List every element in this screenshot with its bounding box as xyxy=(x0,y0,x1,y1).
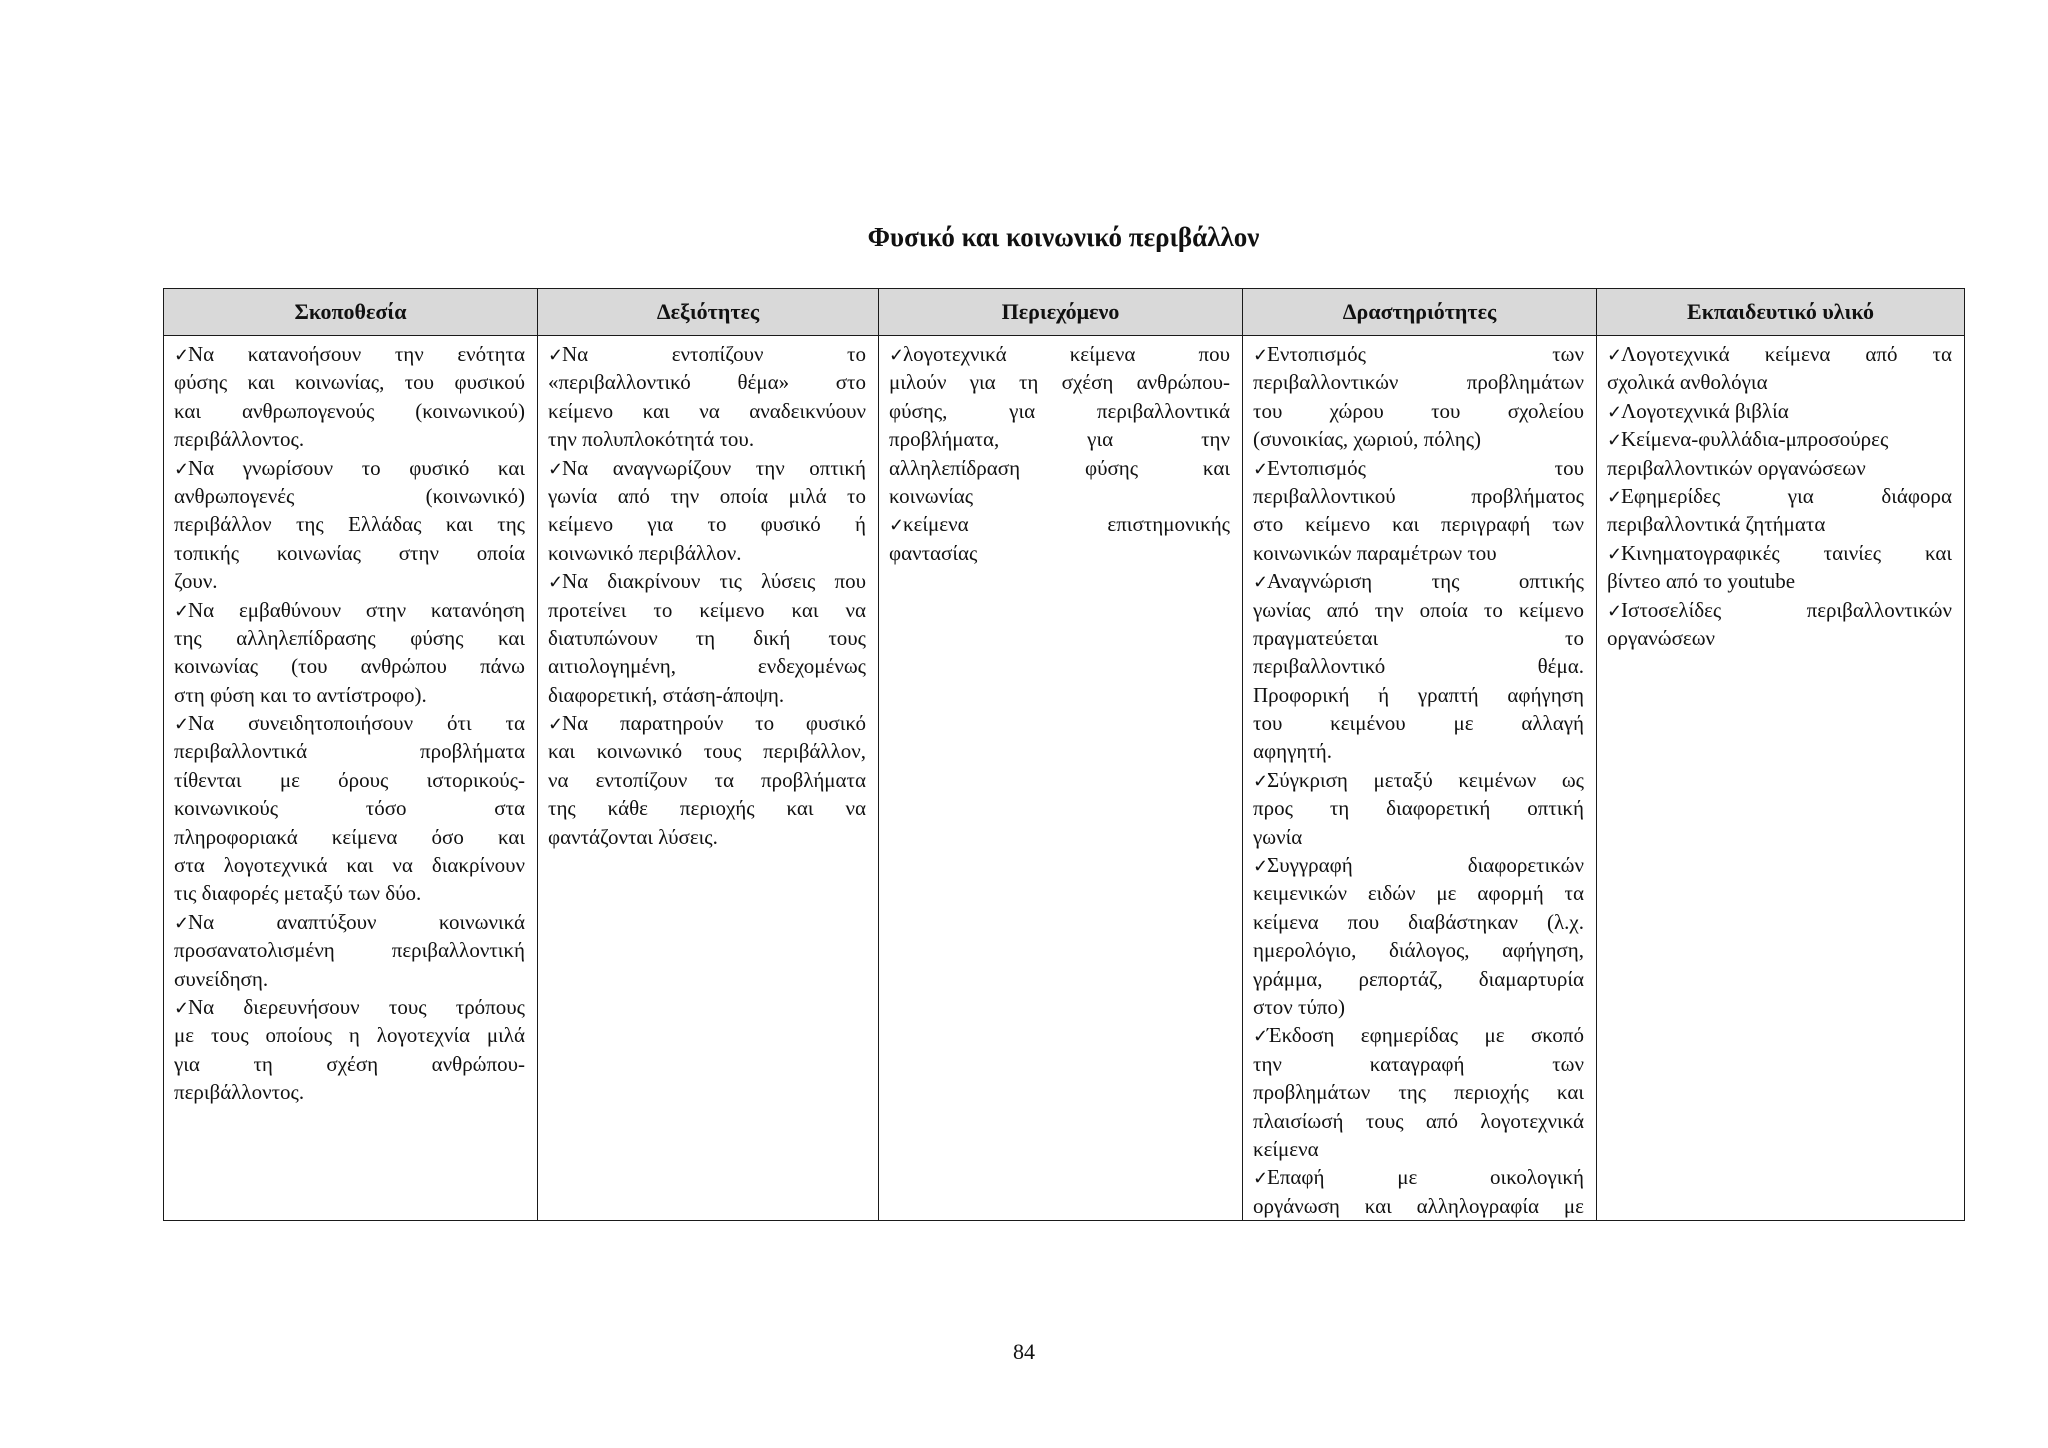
line-text: γωνία από την οποία μιλά το xyxy=(548,483,866,508)
checkmark-icon: ✓ xyxy=(889,515,905,536)
cell-content xyxy=(879,336,1243,1221)
checkmark-icon: ✓ xyxy=(1253,572,1269,593)
line-text: περιβάλλον της Ελλάδας και της xyxy=(174,512,525,537)
text-line xyxy=(548,425,866,453)
bullet-line xyxy=(174,709,525,737)
text-line xyxy=(1607,368,1952,396)
header-goals: Σκοποθεσία xyxy=(164,289,538,336)
line-text: στα λογοτεχνικά και να διακρίνουν xyxy=(174,853,525,878)
text-line xyxy=(548,652,866,680)
line-text: Επαφή με οικολογική xyxy=(1267,1165,1584,1190)
text-line xyxy=(548,482,866,510)
text-line xyxy=(1253,652,1584,680)
line-text: και ανθρωπογενούς (κοινωνικού) xyxy=(174,398,525,423)
text-line xyxy=(1253,596,1584,624)
bullet-line xyxy=(1253,851,1584,879)
line-text: διατυπώνουν τη δική τους xyxy=(548,625,866,650)
checkmark-icon: ✓ xyxy=(174,458,190,479)
line-text: Να συνειδητοποιήσουν ότι τα xyxy=(188,711,525,736)
header-materials: Εκπαιδευτικό υλικό xyxy=(1597,289,1965,336)
text-line xyxy=(1253,936,1584,964)
text-line xyxy=(174,965,525,993)
text-line xyxy=(1607,510,1952,538)
text-line xyxy=(1253,1078,1584,1106)
header-content: Περιεχόμενο xyxy=(879,289,1243,336)
line-text: ημερολόγιο, διάλογος, αφήγηση, xyxy=(1253,938,1584,963)
line-text: Να παρατηρούν το φυσικό xyxy=(562,711,866,736)
line-text: μιλούν για τη σχέση ανθρώπου- xyxy=(889,370,1230,395)
text-line xyxy=(174,624,525,652)
text-line xyxy=(174,851,525,879)
checkmark-icon: ✓ xyxy=(1607,486,1623,507)
line-text: Σύγκριση μεταξύ κειμένων ως xyxy=(1267,767,1584,792)
bullet-line xyxy=(548,709,866,737)
line-text: προβλήματα, για την xyxy=(889,427,1230,452)
checkmark-icon: ✓ xyxy=(1607,345,1623,365)
text-line xyxy=(1253,368,1584,396)
header-skills: Δεξιότητες xyxy=(538,289,879,336)
line-text: ανθρωπογενές (κοινωνικό) xyxy=(174,483,525,508)
text-line xyxy=(548,624,866,652)
line-text: να εντοπίζουν τα προβλήματα xyxy=(548,767,866,792)
line-text: περιβάλλοντος. xyxy=(174,427,305,452)
line-text: «περιβαλλοντικό θέμα» στο xyxy=(548,370,866,395)
line-text: Λογοτεχνικά κείμενα από τα xyxy=(1621,342,1952,366)
checkmark-icon: ✓ xyxy=(174,912,190,933)
line-text: τίθενται με όρους ιστορικούς- xyxy=(174,767,525,792)
line-text: κοινωνικό περιβάλλον. xyxy=(548,540,742,565)
line-text: γωνίας από την οποία το κείμενο xyxy=(1253,597,1584,622)
text-line xyxy=(889,539,1230,567)
text-line xyxy=(174,879,525,907)
checkmark-icon: ✓ xyxy=(1253,1026,1269,1047)
line-text: γράμμα, ρεπορτάζ, διαμαρτυρία xyxy=(1253,966,1584,991)
line-text: στον τύπο) xyxy=(1253,994,1345,1019)
line-text: κοινωνικούς τόσο στα xyxy=(174,796,525,821)
text-line xyxy=(548,681,866,709)
text-line xyxy=(1607,454,1952,482)
line-text: κοινωνίας (του ανθρώπου πάνω xyxy=(174,654,525,679)
text-line xyxy=(174,681,525,709)
line-text: οργάνωση και αλληλογραφία με xyxy=(1253,1193,1584,1218)
bullet-line xyxy=(1607,397,1952,425)
line-text: Να γνωρίσουν το φυσικό και xyxy=(188,455,525,480)
text-line xyxy=(174,397,525,425)
line-text: φύσης και κοινωνίας, του φυσικού xyxy=(174,370,525,395)
line-text: οργανώσεων xyxy=(1607,625,1716,650)
line-text: φύσης, για περιβαλλοντικά xyxy=(889,398,1230,423)
line-text: (συνοικίας, χωριού, πόλης) xyxy=(1253,427,1482,452)
line-text: αλληλεπίδραση φύσης και xyxy=(889,455,1230,480)
text-line xyxy=(1253,1192,1584,1220)
text-line xyxy=(1253,709,1584,737)
cell-goals xyxy=(164,336,538,1221)
body-row xyxy=(164,336,1965,1221)
text-line xyxy=(174,1050,525,1078)
text-line xyxy=(1607,567,1952,595)
text-line xyxy=(548,510,866,538)
text-line xyxy=(889,454,1230,482)
text-line xyxy=(1253,397,1584,425)
line-text: περιβαλλοντικών προβλημάτων xyxy=(1253,370,1584,395)
line-text: τοπικής κοινωνίας στην οποία xyxy=(174,540,525,565)
page-number: 84 xyxy=(1013,1339,1035,1364)
checkmark-icon: ✓ xyxy=(1607,430,1623,451)
line-text: σχολικά ανθολόγια xyxy=(1607,370,1768,395)
text-line xyxy=(548,596,866,624)
checkmark-icon: ✓ xyxy=(889,345,905,365)
line-text: κοινωνικών παραμέτρων του xyxy=(1253,540,1497,565)
text-line xyxy=(1253,425,1584,453)
text-line xyxy=(1253,1135,1584,1163)
line-text: Να αναπτύξουν κοινωνικά xyxy=(188,909,525,934)
text-line xyxy=(1253,965,1584,993)
text-line xyxy=(1253,1050,1584,1078)
checkmark-icon: ✓ xyxy=(1607,401,1623,422)
text-line xyxy=(1253,482,1584,510)
bullet-line xyxy=(174,596,525,624)
line-text: προτείνει το κείμενο και να xyxy=(548,597,866,622)
bullet-line xyxy=(1253,454,1584,482)
text-line xyxy=(1253,908,1584,936)
text-line xyxy=(548,397,866,425)
line-text: συνείδηση. xyxy=(174,966,269,991)
line-text: της κάθε περιοχής και να xyxy=(548,796,866,821)
line-text: της αλληλεπίδρασης φύσης και xyxy=(174,625,525,650)
checkmark-icon: ✓ xyxy=(1253,1168,1269,1189)
bullet-line xyxy=(1607,340,1952,368)
line-text: περιβαλλοντικά ζητήματα xyxy=(1607,512,1826,537)
bullet-line xyxy=(174,340,525,368)
text-line xyxy=(548,766,866,794)
line-text: για τη σχέση ανθρώπου- xyxy=(174,1051,525,1076)
text-line xyxy=(174,823,525,851)
line-text: Λογοτεχνικά βιβλία xyxy=(1621,398,1789,423)
text-line xyxy=(174,482,525,510)
text-line xyxy=(889,482,1230,510)
line-text: ζουν. xyxy=(174,569,218,594)
bullet-line xyxy=(1607,596,1952,624)
bullet-line xyxy=(548,454,866,482)
text-line xyxy=(174,510,525,538)
line-text: προς τη διαφορετική οπτική xyxy=(1253,796,1584,821)
text-line xyxy=(1253,823,1584,851)
line-text: κείμενο και να αναδεικνύουν xyxy=(548,398,866,423)
header-row xyxy=(164,289,1965,336)
bullet-line xyxy=(1607,425,1952,453)
text-line xyxy=(174,1078,525,1106)
checkmark-icon: ✓ xyxy=(1253,345,1269,365)
line-text: Προφορική ή γραπτή αφήγηση xyxy=(1253,682,1584,707)
bullet-line xyxy=(548,340,866,368)
checkmark-icon: ✓ xyxy=(174,345,190,365)
line-text: τις διαφορές μεταξύ των δύο. xyxy=(174,881,422,906)
line-text: Εντοπισμός των xyxy=(1267,342,1584,366)
line-text: κείμενα επιστημονικής xyxy=(903,512,1230,537)
line-text: φαντάζονται λύσεις. xyxy=(548,824,718,849)
document-title: Φυσικό και κοινωνικό περιβάλλον xyxy=(867,222,1260,252)
text-line xyxy=(174,766,525,794)
bullet-line xyxy=(1607,539,1952,567)
line-text: προβλημάτων της περιοχής και xyxy=(1253,1080,1584,1105)
line-text: Εφημερίδες για διάφορα xyxy=(1621,483,1952,508)
line-text: βίντεο από το youtube xyxy=(1607,569,1796,594)
bullet-line xyxy=(1253,567,1584,595)
line-text: περιβάλλοντος. xyxy=(174,1080,305,1105)
line-text: Έκδοση εφημερίδας με σκοπό xyxy=(1267,1023,1584,1048)
text-line xyxy=(1253,510,1584,538)
checkmark-icon: ✓ xyxy=(1253,856,1269,877)
text-line xyxy=(174,652,525,680)
line-text: κείμενα xyxy=(1253,1136,1319,1161)
line-text: Να κατανοήσουν την ενότητα xyxy=(188,342,525,366)
text-line xyxy=(174,794,525,822)
text-line xyxy=(1253,539,1584,567)
line-text: Να διερευνήσουν τους τρόπους xyxy=(188,994,525,1019)
line-text: διαφορετική, στάση-άποψη. xyxy=(548,682,785,707)
line-text: Να εμβαθύνουν στην κατανόηση xyxy=(188,597,525,622)
text-line xyxy=(174,567,525,595)
text-line xyxy=(174,936,525,964)
text-line xyxy=(174,539,525,567)
line-text: του κειμένου με αλλαγή xyxy=(1253,711,1584,736)
line-text: κείμενα που διαβάστηκαν (λ.χ. xyxy=(1253,909,1584,934)
cell-skills xyxy=(538,336,879,1221)
header-activities: Δραστηριότητες xyxy=(1243,289,1597,336)
checkmark-icon: ✓ xyxy=(174,997,190,1018)
line-text: του χώρου του σχολείου xyxy=(1253,398,1584,423)
text-line xyxy=(1253,993,1584,1021)
bullet-line xyxy=(1607,482,1952,510)
checkmark-icon: ✓ xyxy=(1253,770,1269,791)
line-text: Κινηματογραφικές ταινίες και xyxy=(1621,540,1952,565)
line-text: αφηγητή. xyxy=(1253,739,1333,764)
line-text: την πολυπλοκότητά του. xyxy=(548,427,755,452)
bullet-line xyxy=(548,567,866,595)
checkmark-icon: ✓ xyxy=(1253,458,1269,479)
line-text: κειμενικών ειδών με αφορμή τα xyxy=(1253,881,1584,906)
bullet-line xyxy=(1253,766,1584,794)
checkmark-icon: ✓ xyxy=(1607,543,1623,564)
cell-activities xyxy=(1243,336,1597,1221)
line-text: Να αναγνωρίζουν την οπτική xyxy=(562,455,866,480)
line-text: πληροφοριακά κείμενα όσο και xyxy=(174,824,525,849)
bullet-line xyxy=(174,454,525,482)
line-text: και κοινωνικό τους περιβάλλον, xyxy=(548,739,866,764)
line-text: την καταγραφή των xyxy=(1253,1051,1584,1076)
line-text: με τους οποίους η λογοτεχνία μιλά xyxy=(174,1023,525,1048)
checkmark-icon: ✓ xyxy=(1607,600,1623,621)
text-line xyxy=(889,425,1230,453)
line-text: περιβαλλοντικών οργανώσεων xyxy=(1607,455,1866,480)
text-line xyxy=(1253,794,1584,822)
cell-materials xyxy=(1597,336,1965,1221)
bullet-line xyxy=(1253,340,1584,368)
text-line xyxy=(1253,681,1584,709)
text-line xyxy=(548,368,866,396)
line-text: πλαισίωσή τους από λογοτεχνικά xyxy=(1253,1108,1584,1133)
line-text: αιτιολογημένη, ενδεχομένως xyxy=(548,654,866,679)
text-line xyxy=(889,397,1230,425)
line-text: γωνία xyxy=(1253,824,1303,849)
bullet-line xyxy=(889,340,1230,368)
line-text: Να διακρίνουν τις λύσεις που xyxy=(562,569,866,594)
bullet-line xyxy=(174,993,525,1021)
checkmark-icon: ✓ xyxy=(174,600,190,621)
line-text: πραγματεύεται το xyxy=(1253,625,1584,650)
checkmark-icon: ✓ xyxy=(548,714,564,735)
checkmark-icon: ✓ xyxy=(548,345,564,365)
text-line xyxy=(174,1021,525,1049)
text-line xyxy=(1253,737,1584,765)
line-text: Εντοπισμός του xyxy=(1267,455,1584,480)
text-line xyxy=(1607,624,1952,652)
line-text: Ιστοσελίδες περιβαλλοντικών xyxy=(1621,597,1952,622)
line-text: προσανατολισμένη περιβαλλοντική xyxy=(174,938,525,963)
line-text: περιβαλλοντικά προβλήματα xyxy=(174,739,525,764)
line-text: φαντασίας xyxy=(889,540,978,565)
bullet-line xyxy=(174,908,525,936)
bullet-line xyxy=(889,510,1230,538)
text-line xyxy=(548,539,866,567)
text-line xyxy=(1253,879,1584,907)
text-line xyxy=(174,368,525,396)
line-text: κείμενο για το φυσικό ή xyxy=(548,512,866,537)
line-text: Κείμενα-φυλλάδια-μπροσούρες xyxy=(1621,427,1889,452)
text-line xyxy=(1253,624,1584,652)
text-line xyxy=(1253,1107,1584,1135)
text-line xyxy=(174,737,525,765)
text-line xyxy=(889,368,1230,396)
line-text: λογοτεχνικά κείμενα που xyxy=(903,342,1230,366)
line-text: στο κείμενο και περιγραφή των xyxy=(1253,512,1584,537)
bullet-line xyxy=(1253,1163,1584,1191)
text-line xyxy=(548,794,866,822)
text-line xyxy=(548,737,866,765)
checkmark-icon: ✓ xyxy=(548,572,564,593)
line-text: στη φύση και το αντίστροφο). xyxy=(174,682,427,707)
line-text: περιβαλλοντικού προβλήματος xyxy=(1253,483,1584,508)
line-text: περιβαλλοντικό θέμα. xyxy=(1253,654,1584,679)
text-line xyxy=(548,823,866,851)
line-text: Αναγνώριση της οπτικής xyxy=(1267,569,1584,594)
curriculum-table xyxy=(163,288,1965,1221)
checkmark-icon: ✓ xyxy=(548,458,564,479)
checkmark-icon: ✓ xyxy=(174,714,190,735)
line-text: κοινωνίας xyxy=(889,483,974,508)
line-text: Να εντοπίζουν το xyxy=(562,342,866,366)
bullet-line xyxy=(1253,1021,1584,1049)
line-text: Συγγραφή διαφορετικών xyxy=(1267,853,1584,878)
text-line xyxy=(174,425,525,453)
